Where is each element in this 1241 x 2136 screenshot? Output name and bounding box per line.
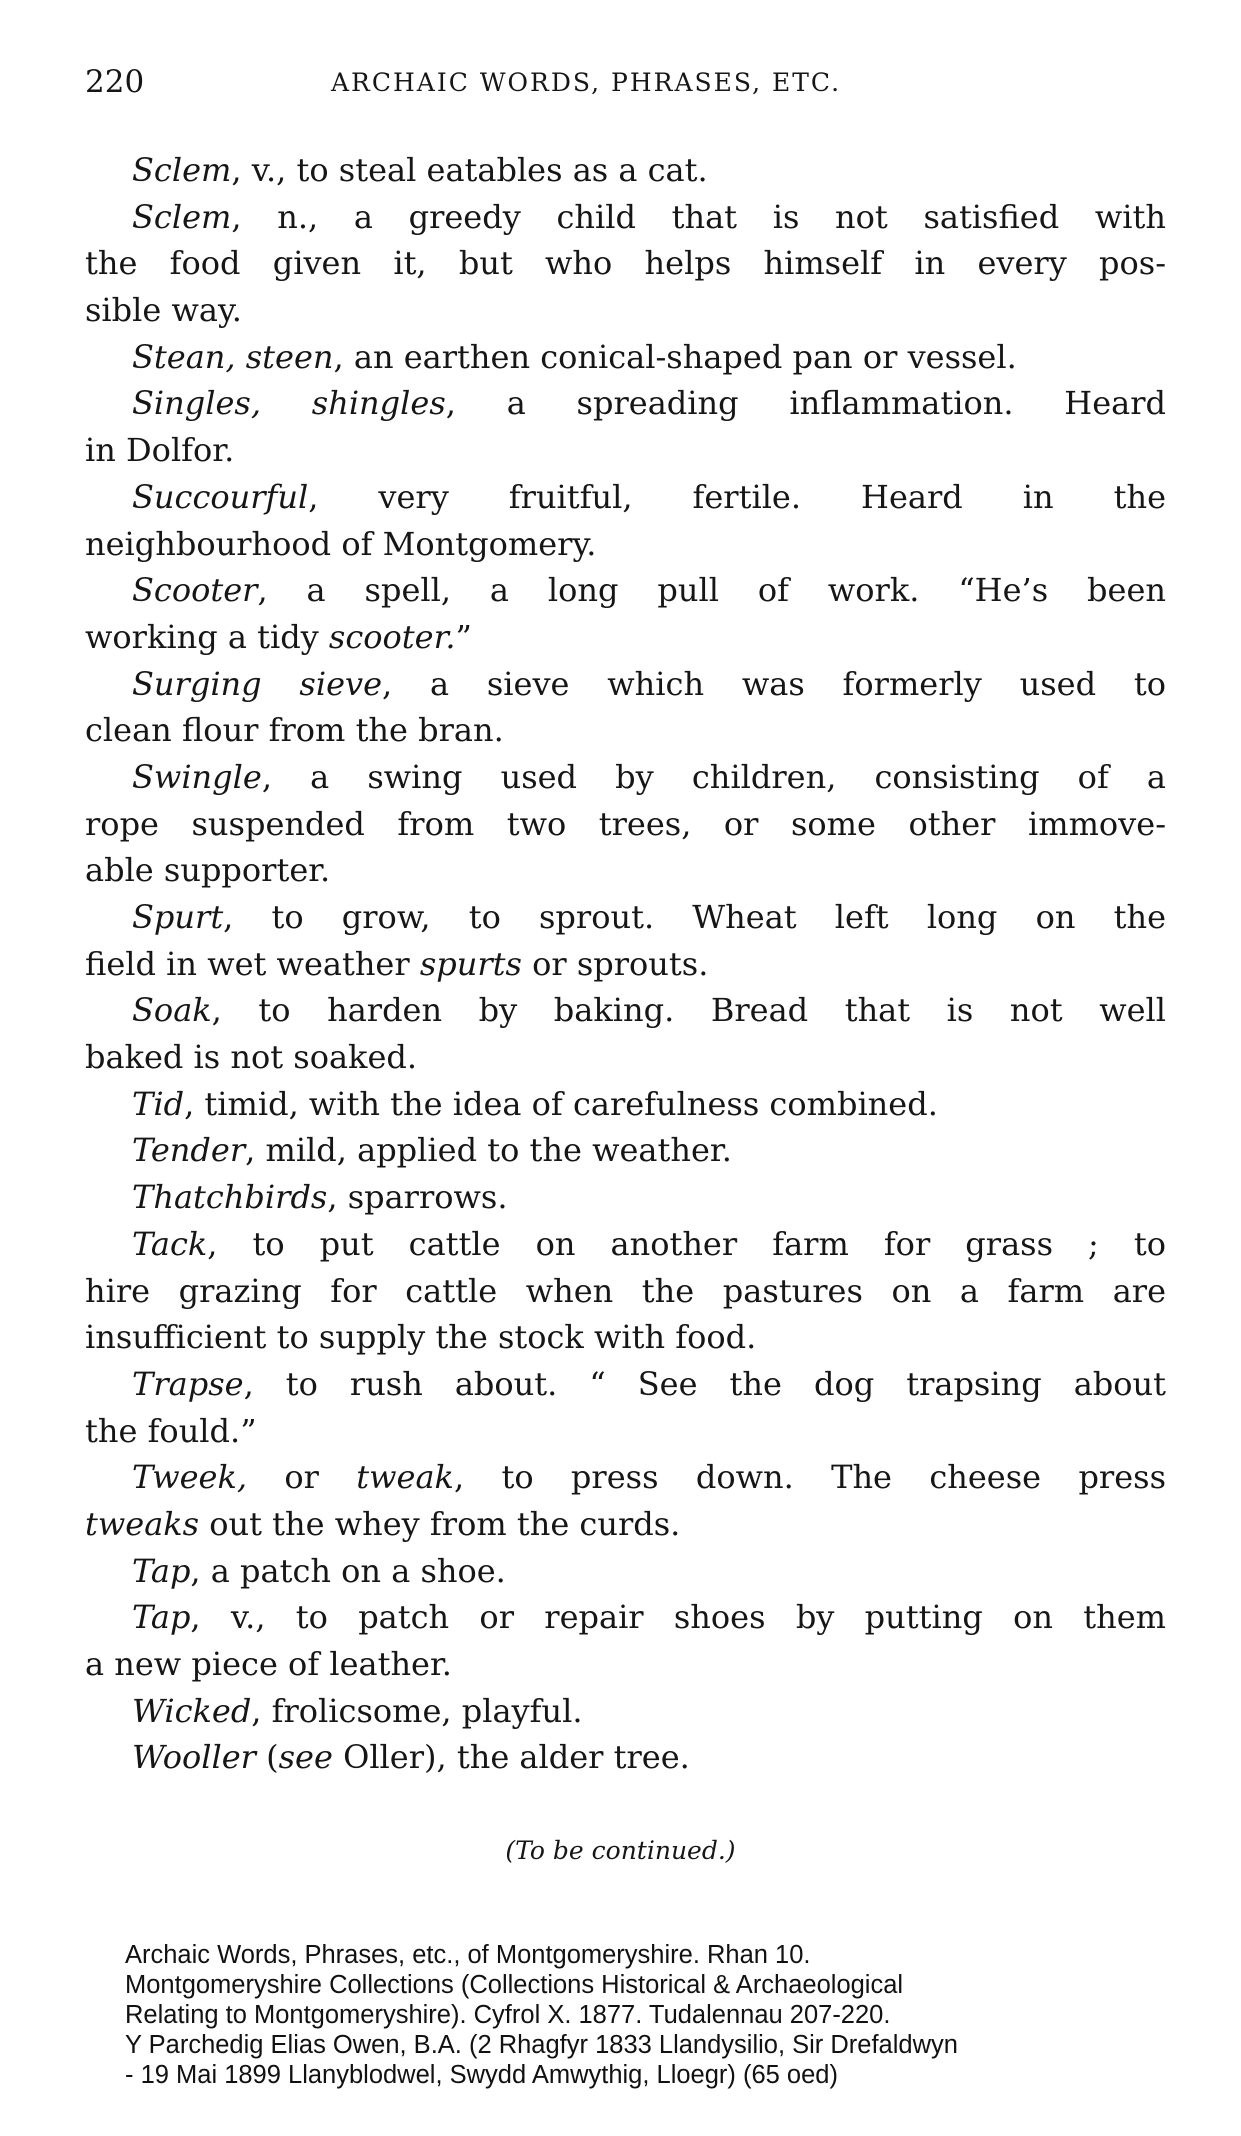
italic-term: Sclem [132,197,232,236]
definition-text: , to grow, to sprout. Wheat left long on the [223,898,1166,936]
glossary-entry [85,1174,1166,1221]
caption-line: Archaic Words, Phrases, etc., of Montgomeryshire. Rhan 10. [125,1941,811,1969]
definition-text: rope suspended from two trees, or some other immove- [85,804,1166,843]
italic-term: Wicked [132,1691,252,1730]
italic-term: Sclem [132,151,232,189]
entry-headline [85,1174,1166,1221]
entry-headline [85,474,1166,521]
italic-term: Surging sieve [132,664,383,703]
italic-term: Trapse [132,1364,244,1403]
definition-text: out the whey from the curds. [199,1504,681,1543]
definition-text: , timid, with the idea of carefulness combined. [184,1084,938,1123]
glossary-body [85,147,1166,1781]
glossary-entry [85,754,1166,894]
italic-term: Tap [132,1551,191,1590]
entry-continuation-line [85,1268,1166,1315]
glossary-entry [85,1221,1166,1361]
definition-text: clean flour from the bran. [85,711,504,750]
caption-line: Relating to Montgomeryshire). Cyfrol X. 1877. Tudalennau 207-220. [125,2001,891,2029]
glossary-entry [85,1081,1166,1128]
definition-text: ( [255,1738,279,1777]
italic-term: scooter. [328,617,456,656]
italic-term: Tweek, [132,1458,248,1497]
page-number: 220 [85,64,145,100]
italic-term: Tender [132,1131,246,1170]
definition-text: or sprouts. [521,944,709,983]
italic-term: Tack [132,1224,208,1263]
glossary-entry [85,567,1166,660]
definition-text: , to put cattle on another farm for grass ; to [207,1224,1166,1263]
italic-term: Singles, shingles [132,384,446,423]
caption-line: Montgomeryshire Collections (Collections Historical & Archaeological [125,1971,904,1999]
entry-headline [85,1548,1166,1595]
definition-text: the fould.” [85,1411,257,1450]
italic-term: Spurt [132,898,224,936]
entry-headline [85,1734,1166,1781]
glossary-entry [85,987,1166,1080]
entry-continuation-line [85,521,1166,568]
italic-term: Tid [132,1084,185,1123]
entry-continuation-line [85,1314,1166,1361]
definition-text: neighbourhood of Montgomery. [85,524,597,563]
entry-headline [85,1221,1166,1268]
definition-text: the food given it, but who helps himself in every pos- [85,244,1166,283]
entry-headline [85,194,1166,241]
italic-term: tweaks [85,1504,200,1543]
definition-text: , n., a greedy child that is not satisfied with [231,197,1166,236]
definition-text: hire grazing for cattle when the pastures on a farm are [85,1271,1166,1310]
entry-headline [85,987,1166,1034]
citation-caption [125,1940,958,2090]
definition-text: , an earthen conical-shaped pan or vessel. [333,337,1017,376]
definition-text: , a patch on a shoe. [190,1551,506,1590]
definition-text: in Dolfor. [85,431,235,470]
definition-text: sible way. [85,291,242,330]
entry-headline [85,334,1166,381]
definition-text: a new piece of leather. [85,1645,452,1683]
caption-line: Y Parchedig Elias Owen, B.A. (2 Rhagfyr 1833 Llandysilio, Sir Drefaldwyn [125,2031,958,2059]
entry-headline [85,567,1166,614]
italic-term: Stean, steen [132,337,334,376]
glossary-entry [85,1454,1166,1547]
glossary-entry [85,147,1166,194]
entry-continuation-line [85,287,1166,334]
entry-headline [85,894,1166,941]
entry-headline [85,1127,1166,1174]
entry-continuation-line [85,1034,1166,1081]
entry-continuation-line [85,427,1166,474]
definition-text: , v., to steal eatables as a cat. [231,151,708,189]
italic-term: Swingle [132,757,262,796]
italic-term: see [278,1738,333,1777]
glossary-entry [85,1688,1166,1735]
definition-text: , sparrows. [327,1178,508,1217]
definition-text: able supporter. [85,851,331,890]
running-title: ARCHAIC WORDS, PHRASES, ETC. [331,68,842,97]
definition-text: , a spell, a long pull of work. “He’s been [257,571,1166,610]
caption-line: - 19 Mai 1899 Llanyblodwel, Swydd Amwythig, Lloegr) (65 oed) [125,2061,838,2089]
entry-headline [85,1594,1166,1641]
entry-continuation-line [85,941,1166,988]
entry-continuation-line [85,847,1166,894]
entry-continuation-line [85,1408,1166,1455]
entry-continuation-line [85,707,1166,754]
italic-term: Thatchbirds [132,1178,328,1217]
entry-continuation-line [85,1501,1166,1548]
definition-text: , to rush about. “ See the dog trapsing about [243,1364,1166,1403]
definition-text: , a spreading inflammation. Heard [445,384,1167,423]
italic-term: Succourful [132,477,309,516]
entry-headline [85,1081,1166,1128]
definition-text: or [247,1458,357,1497]
entry-continuation-line [85,1641,1166,1688]
definition-text: , mild, applied to the weather. [245,1131,732,1170]
entry-continuation-line [85,801,1166,848]
entry-headline [85,380,1166,427]
glossary-entry [85,380,1166,473]
definition-text: field in wet weather [85,944,420,983]
entry-headline [85,661,1166,708]
to-be-continued-note: (To be continued.) [505,1836,736,1865]
entry-headline [85,147,1166,194]
definition-text: , to harden by baking. Bread that is not well [211,991,1166,1030]
definition-text: baked is not soaked. [85,1038,418,1077]
definition-text: ” [455,617,472,656]
italic-term: Wooller [132,1738,256,1777]
italic-term: tweak [356,1458,454,1497]
glossary-entry [85,1594,1166,1687]
entry-headline [85,1361,1166,1408]
glossary-entry [85,661,1166,754]
entry-continuation-line [85,240,1166,287]
definition-text: , very fruitful, fertile. Heard in the [308,477,1166,516]
definition-text: Oller), the alder tree. [332,1738,690,1777]
entry-headline [85,754,1166,801]
definition-text: , a sieve which was formerly used to [382,664,1167,703]
definition-text: , a swing used by children, consisting of a [261,757,1166,796]
entry-headline [85,1454,1166,1501]
italic-term: Soak [132,991,212,1030]
italic-term: Tap [132,1598,191,1637]
italic-term: spurts [419,944,522,983]
glossary-entry [85,474,1166,567]
entry-headline [85,1688,1166,1735]
definition-text: , frolicsome, playful. [251,1691,583,1730]
italic-term: Scooter [132,571,258,610]
definition-text: , to press down. The cheese press [453,1458,1166,1497]
glossary-entry [85,194,1166,334]
glossary-entry [85,1127,1166,1174]
glossary-entry [85,334,1166,381]
entry-continuation-line [85,614,1166,661]
glossary-entry [85,1734,1166,1781]
glossary-entry [85,1548,1166,1595]
definition-text: insufficient to supply the stock with food. [85,1318,757,1357]
definition-text: working a tidy [85,617,329,656]
glossary-entry [85,1361,1166,1454]
definition-text: , v., to patch or repair shoes by putting on them [190,1598,1166,1637]
glossary-entry [85,894,1166,987]
